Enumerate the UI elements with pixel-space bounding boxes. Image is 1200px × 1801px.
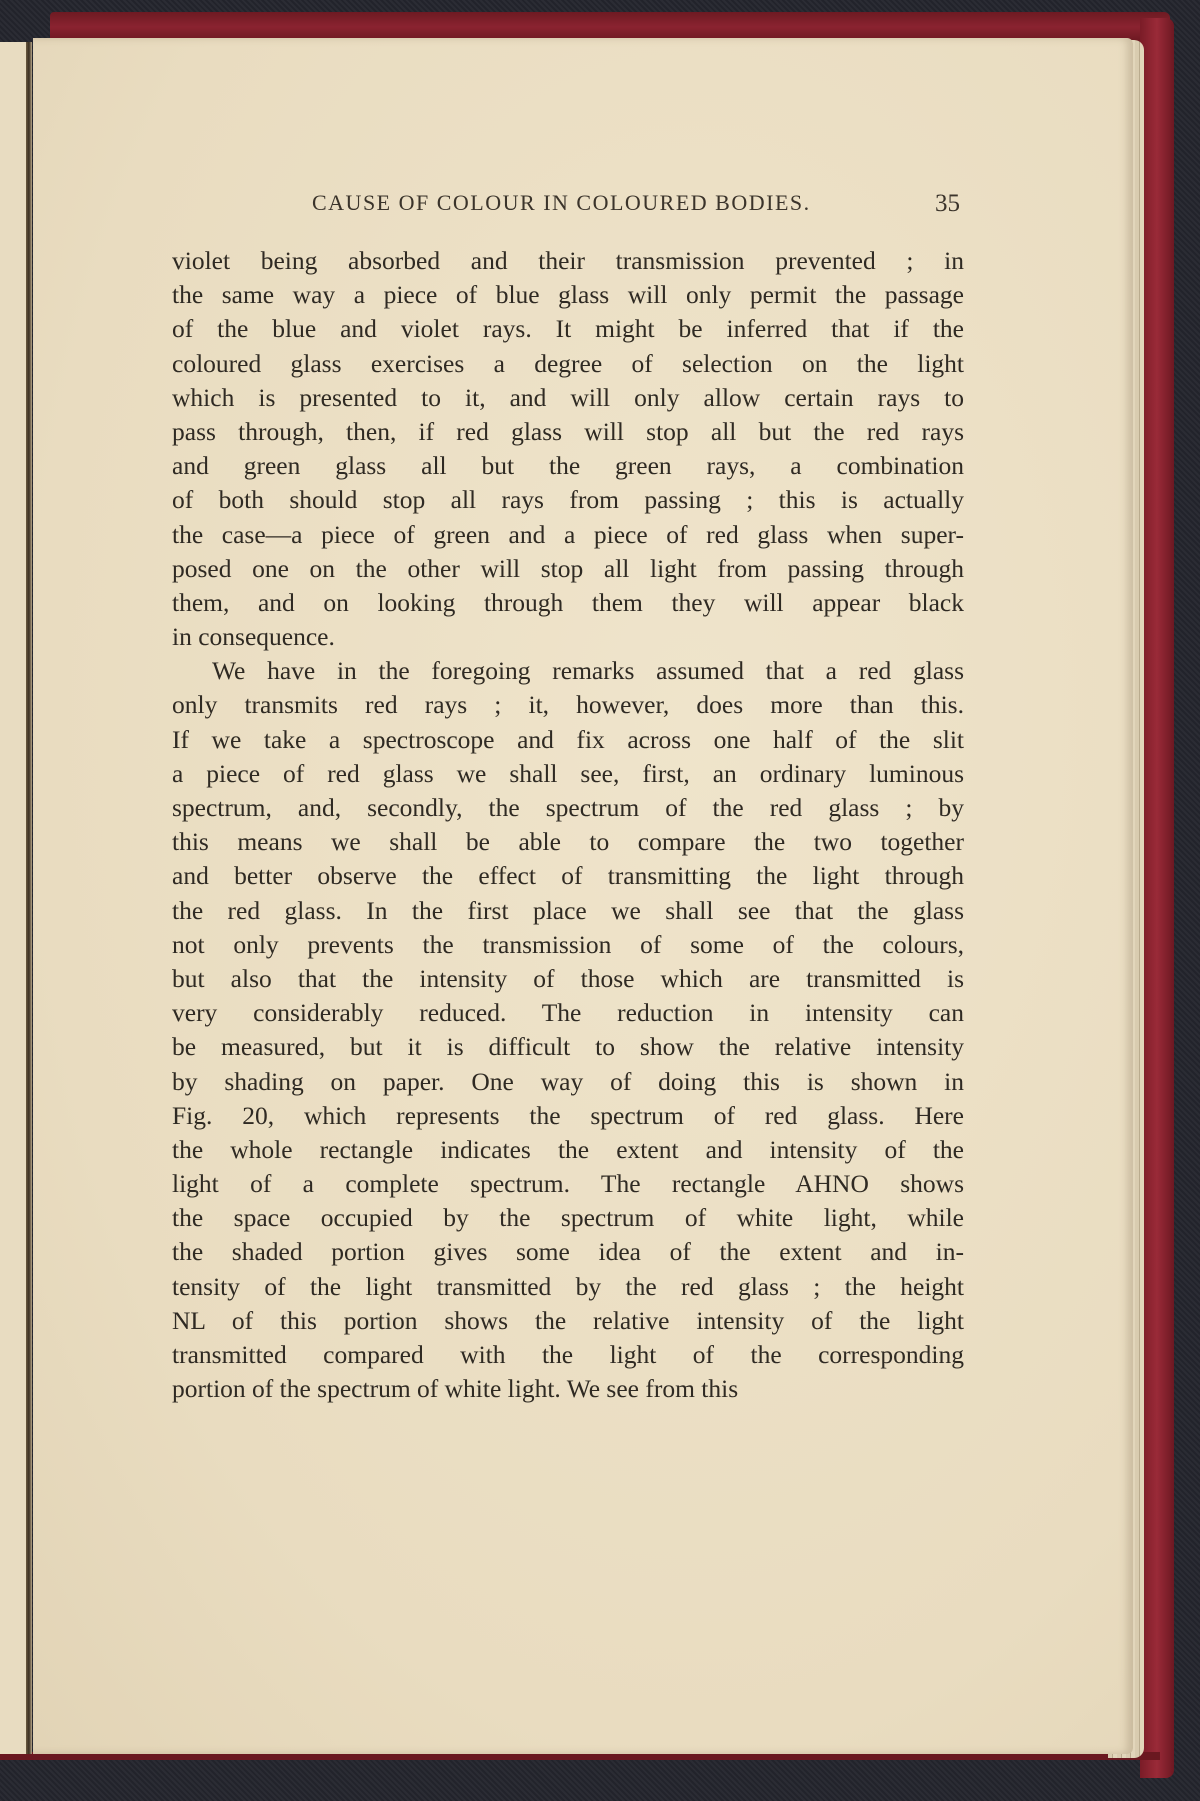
text-line: and green glass all but the green rays, a combination	[172, 451, 964, 481]
text-line: by shading on paper. One way of doing this is shown in	[172, 1066, 964, 1096]
body-text	[172, 244, 964, 1406]
text-line: spectrum, and, secondly, the spectrum of the red glass ; by	[172, 793, 964, 822]
text-line: of both should stop all rays from passing ; this is actually	[172, 485, 964, 515]
page-number: 35	[935, 190, 960, 217]
text-line: very considerably reduced. The reduction in intensity can	[172, 998, 964, 1028]
paragraph	[172, 244, 964, 654]
text-line: and better observe the effect of transmitting the light through	[172, 861, 964, 891]
text-line: of the blue and violet rays. It might be inferred that if the	[172, 314, 964, 344]
text-line: which is presented to it, and will only allow certain rays to	[172, 382, 964, 412]
text-line: Fig. 20, which represents the spectrum of red glass. Here	[172, 1100, 964, 1130]
text-line: posed one on the other will stop all light from passing through	[172, 553, 964, 583]
book-cover-right-edge	[1140, 18, 1174, 1778]
text-line: the red glass. In the first place we shall see that the glass	[172, 895, 964, 925]
text-line: but also that the intensity of those which are transmitted is	[172, 963, 964, 993]
text-line: the same way a piece of blue glass will only permit the passage	[172, 280, 964, 310]
text-line: the case—a piece of green and a piece of red glass when super-	[172, 519, 964, 549]
text-line: NL of this portion shows the relative intensity of the light	[172, 1305, 964, 1335]
text-line: them, and on looking through them they will appear black	[172, 587, 964, 617]
text-line: tensity of the light transmitted by the red glass ; the height	[172, 1271, 964, 1301]
text-line: the shaded portion gives some idea of the extent and in-	[172, 1237, 964, 1267]
running-head-title: CAUSE OF COLOUR IN COLOURED BODIES.	[312, 190, 811, 215]
text-line: We have in the foregoing remarks assumed that a red glass	[212, 656, 964, 686]
text-line: If we take a spectroscope and fix across one half of the slit	[172, 724, 964, 754]
text-line: be measured, but it is difficult to show the relative intensity	[172, 1032, 964, 1062]
paragraph	[172, 654, 964, 1406]
text-line: only transmits red rays ; it, however, does more than this.	[172, 690, 964, 720]
text-line: the whole rectangle indicates the extent and intensity of the	[172, 1134, 964, 1164]
text-line: the space occupied by the spectrum of white light, while	[172, 1203, 964, 1233]
text-line: in consequence.	[172, 622, 335, 652]
text-line: violet being absorbed and their transmission prevented ; in	[172, 246, 964, 275]
facing-page-edge	[0, 42, 28, 1754]
text-line: this means we shall be able to compare the two together	[172, 827, 964, 857]
book-gutter	[26, 42, 32, 1754]
text-line: transmitted compared with the light of the corresponding	[172, 1340, 964, 1369]
text-line: not only prevents the transmission of some of the colours,	[172, 929, 964, 959]
text-line: portion of the spectrum of white light. We see from this	[172, 1374, 739, 1404]
text-line: pass through, then, if red glass will stop all but the red rays	[172, 416, 964, 446]
text-line: light of a complete spectrum. The rectangle AHNO shows	[172, 1169, 964, 1199]
text-line: coloured glass exercises a degree of selection on the light	[172, 348, 964, 378]
text-line: a piece of red glass we shall see, first, an ordinary luminous	[172, 758, 964, 788]
